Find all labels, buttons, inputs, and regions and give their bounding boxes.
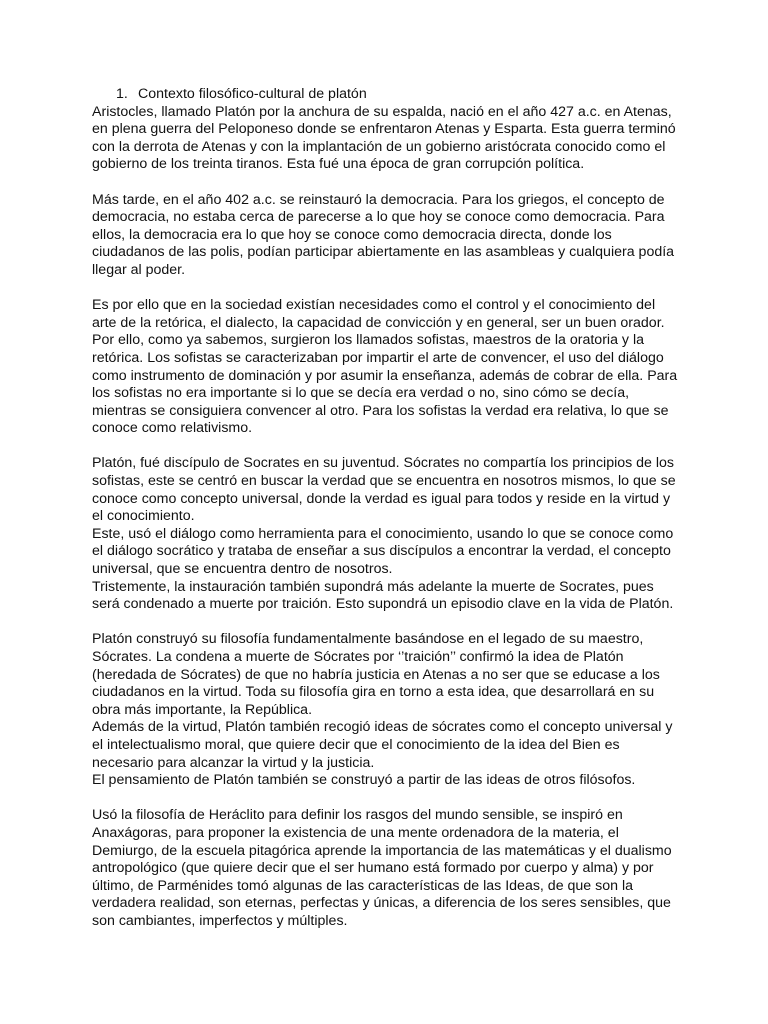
section-heading — [116, 86, 682, 104]
document-page — [92, 86, 682, 931]
paragraph-spacer — [92, 280, 682, 298]
paragraph-context-athens: Aristocles, llamado Platón por la anchura de su espalda, nació en el año 427 a.c. en Atenas, en plena guerra del Peloponeso donde se enfrentaron Atenas y Esparta. Esta guerra terminó con la derrota de Atenas y con la implantación de un gobierno aristócrata conocido como el gobierno de los treinta tiranos. Esta fué una época de gran corrupción política. — [92, 103, 676, 173]
paragraph-spacer — [92, 614, 682, 632]
paragraph-spacer — [92, 438, 682, 456]
heading-number: 1. — [116, 86, 128, 102]
paragraph-plato-philosophy: Platón construyó su filosofía fundamentalmente basándose en el legado de su maestro, Sócrates. La condena a muerte de Sócrates por ‘’traición’’ confirmó la idea de Platón (heredada de Sócrates) de que no habría justicia en Atenas a no ser que se educase a los ciudadanos en la virtud. Toda su filosofía gira en torno a esta idea, que desarrollará en su obra más importante, la República. Además de la virtud, Platón también recogió ideas de sócrates como el concepto universal y el intelectualismo moral, que quiere decir que el conocimiento de la idea del Bien es necesario para alcanzar la virtud y la justicia. El pensamiento de Platón también se construyó a partir de las ideas de otros filósofos. — [92, 631, 673, 789]
paragraph-sophists: Es por ello que en la sociedad existían necesidades como el control y el conocimiento del arte de la retórica, el dialecto, la capacidad de convicción y en general, ser un buen orador. Por ello, como ya sabemos, surgieron los llamados sofistas, maestros de la oratoria y la retórica. Los sofistas se caracterizaban por impartir el arte de convencer, el uso del diálogo como instrumento de dominación y por asumir la enseñanza, además de cobrar de ella. Para los sofistas no era importante si lo que se decía era verdad o no, sino cómo se decía, mientras se consiguiera convencer al otro. Para los sofistas la verdad era relativa, lo que se conoce como relativismo. — [92, 297, 678, 437]
paragraph-spacer — [92, 790, 682, 808]
paragraph-spacer — [92, 174, 682, 192]
paragraph-influences: Usó la filosofía de Heráclito para definir los rasgos del mundo sensible, se inspiró en Anaxágoras, para proponer la existencia de una mente ordenadora de la materia, el Demiurgo, de la escuela pitagórica aprende la importancia de las matemáticas y el dualismo antropológico (que quiere decir que el ser humano está formado por cuerpo y alma) y por último, de Parménides tomó algunas de las características de las Ideas, de que son la verdadera realidad, son eternas, perfectas y únicas, a diferencia de los seres sensibles, que son cambiantes, imperfectos y múltiples. — [92, 807, 672, 929]
paragraph-democracy: Más tarde, en el año 402 a.c. se reinstauró la democracia. Para los griegos, el concepto de democracia, no estaba cerca de parecerse a lo que hoy se conoce como democracia. Para ellos, la democracia era lo que hoy se conoce como democracia directa, donde los ciudadanos de las polis, podían participar abiertamente en las asambleas y cualquiera podía llegar al poder. — [92, 191, 675, 278]
heading-title: Contexto filosófico-cultural de platón — [138, 86, 367, 102]
paragraph-socrates: Platón, fué discípulo de Socrates en su juventud. Sócrates no compartía los principios de los sofistas, este se centró en buscar la verdad que se encuentra en nosotros mismos, lo que se conoce como concepto universal, donde la verdad es igual para todos y reside en la virtud y el conocimiento. Este, usó el diálogo como herramienta para el conocimiento, usando lo que se conoce como el diálogo socrático y trataba de enseñar a sus discípulos a encontrar la verdad, el concepto universal, que se encuentra dentro de nosotros. Tristemente, la instauración también supondrá más adelante la muerte de Socrates, pues será condenado a muerte por traición. Esto supondrá un episodio clave en la vida de Platón. — [92, 455, 676, 613]
